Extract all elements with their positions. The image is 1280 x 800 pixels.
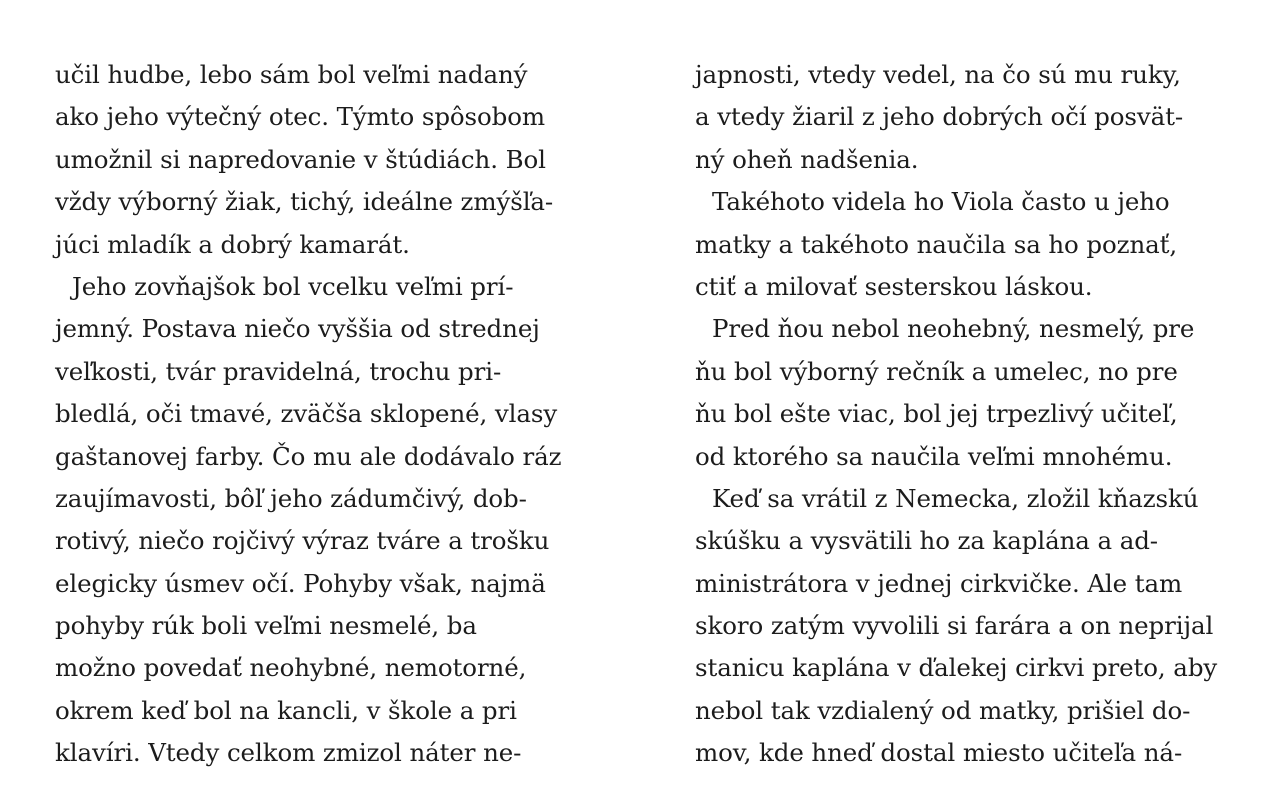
text-line: pohyby rúk boli veľmi nesmelé, ba bbox=[55, 611, 477, 641]
text-line: okrem keď bol na kancli, v škole a pri bbox=[55, 695, 517, 725]
text-line: možno povedať neohybné, nemotorné, bbox=[55, 653, 527, 683]
text-line: skúšku a vysvätili ho za kaplána a ad- bbox=[695, 526, 1158, 556]
right-page-text bbox=[695, 54, 1235, 775]
text-line: elegicky úsmev očí. Pohyby však, najmä bbox=[55, 568, 546, 598]
text-line: júci mladík a dobrý kamarát. bbox=[55, 229, 410, 259]
text-line: ministrátora v jednej cirkvičke. Ale tam bbox=[695, 568, 1183, 598]
paragraph-start-line: Jeho zovňajšok bol vcelku veľmi prí- bbox=[72, 271, 514, 301]
text-line: ňu bol výborný rečník a umelec, no pre bbox=[695, 356, 1178, 386]
text-line: veľkosti, tvár pravidelná, trochu pri- bbox=[55, 356, 502, 386]
text-line: nebol tak vzdialený od matky, prišiel do- bbox=[695, 695, 1191, 725]
paragraph-start-line: Keď sa vrátil z Nemecka, zložil kňazskú bbox=[712, 483, 1199, 513]
text-line: stanicu kaplána v ďalekej cirkvi preto, aby bbox=[695, 653, 1218, 683]
text-line: jemný. Postava niečo vyššia od strednej bbox=[55, 314, 540, 344]
left-page-text bbox=[55, 54, 595, 775]
text-line: gaštanovej farby. Čo mu ale dodávalo ráz bbox=[55, 441, 562, 471]
text-line: matky a takéhoto naučila sa ho poznať, bbox=[695, 229, 1178, 259]
text-line: umožnil si napredovanie v štúdiách. Bol bbox=[55, 144, 546, 174]
text-line: skoro zatým vyvolili si farára a on neprijal bbox=[695, 611, 1214, 641]
text-line: ný oheň nadšenia. bbox=[695, 144, 919, 174]
text-line: mov, kde hneď dostal miesto učiteľa ná- bbox=[695, 738, 1183, 768]
text-line: klavíri. Vtedy celkom zmizol náter ne- bbox=[55, 738, 522, 768]
text-line: a vtedy žiaril z jeho dobrých očí posvät- bbox=[695, 102, 1184, 132]
text-line: ctiť a milovať sesterskou láskou. bbox=[695, 271, 1093, 301]
text-line: bledlá, oči tmavé, zväčša sklopené, vlasy bbox=[55, 399, 558, 429]
text-line: vždy výborný žiak, tichý, ideálne zmýšľa- bbox=[55, 187, 554, 217]
paragraph-start-line: Pred ňou nebol neohebný, nesmelý, pre bbox=[712, 314, 1195, 344]
paragraph-start-line: Takéhoto videla ho Viola často u jeho bbox=[712, 187, 1170, 217]
text-line: ako jeho výtečný otec. Týmto spôsobom bbox=[55, 102, 546, 132]
text-line: zaujímavosti, bôľ jeho zádumčivý, dob- bbox=[55, 483, 527, 513]
text-line: od ktorého sa naučila veľmi mnohému. bbox=[695, 441, 1173, 471]
text-line: učil hudbe, lebo sám bol veľmi nadaný bbox=[55, 60, 528, 89]
text-line: japnosti, vtedy vedel, na čo sú mu ruky, bbox=[695, 60, 1181, 89]
text-line: rotivý, niečo rojčivý výraz tváre a trošku bbox=[55, 526, 550, 556]
text-line: ňu bol ešte viac, bol jej trpezlivý učiteľ, bbox=[695, 399, 1178, 429]
